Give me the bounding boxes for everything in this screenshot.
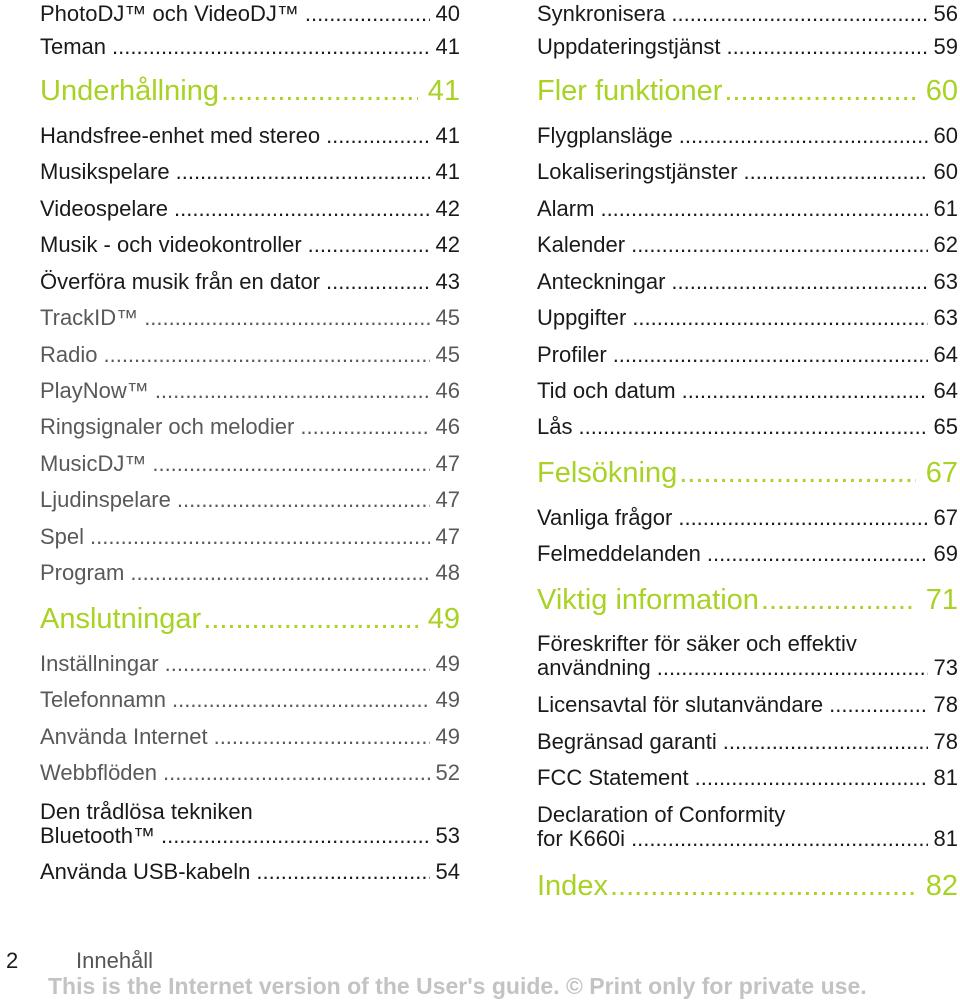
dot-leader	[600, 197, 927, 221]
dot-leader	[678, 506, 927, 530]
toc-entry[interactable]	[40, 124, 460, 148]
dot-leader	[631, 233, 927, 257]
toc-page-number: 56	[933, 1, 958, 26]
toc-page-number: 81	[933, 826, 958, 851]
dot-leader	[829, 693, 927, 717]
toc-entry[interactable]	[537, 306, 958, 330]
toc-page-number: 43	[435, 269, 460, 294]
toc-page-number: 81	[933, 765, 958, 790]
toc-page-number: 41	[427, 75, 460, 107]
toc-entry[interactable]	[537, 415, 958, 439]
toc-page-number: 71	[925, 584, 958, 616]
toc-entry[interactable]	[40, 415, 460, 439]
toc-page-number: 73	[933, 655, 958, 680]
dot-leader	[632, 306, 927, 330]
toc-entry-title-line1: Föreskrifter för säker och effektiv	[537, 631, 857, 656]
toc-entry[interactable]	[40, 488, 460, 512]
toc-page-number: 45	[435, 305, 460, 330]
toc-entry[interactable]	[537, 233, 958, 257]
toc-page-number: 63	[933, 305, 958, 330]
dot-leader	[326, 270, 430, 294]
toc-page-number: 47	[435, 487, 460, 512]
section-name: Innehåll	[76, 948, 154, 973]
dot-leader	[300, 415, 429, 439]
toc-page-number: 60	[925, 75, 958, 107]
dot-leader	[165, 652, 430, 676]
dot-leader	[761, 584, 916, 616]
toc-entry-title: Spel	[40, 524, 85, 549]
toc-entry[interactable]	[537, 124, 958, 148]
toc-entry[interactable]	[40, 2, 460, 26]
toc-entry[interactable]	[40, 452, 460, 476]
toc-entry[interactable]	[537, 542, 958, 566]
toc-page-number: 45	[435, 342, 460, 367]
dot-leader	[144, 306, 429, 330]
toc-entry[interactable]	[537, 270, 958, 294]
toc-entry[interactable]	[40, 306, 460, 330]
toc-page-number: 60	[933, 123, 958, 148]
toc-page-number: 67	[925, 457, 958, 489]
toc-entry[interactable]	[40, 652, 460, 676]
toc-entry-title: Webbflöden	[40, 760, 158, 785]
dot-leader	[152, 452, 429, 476]
toc-page-number: 61	[933, 196, 958, 221]
toc-entry-title: PhotoDJ™ och VideoDJ™	[40, 1, 299, 26]
dot-leader	[174, 197, 429, 221]
page-number: 2	[6, 948, 19, 973]
toc-page-number: 59	[933, 34, 958, 59]
toc-entry[interactable]	[40, 343, 460, 367]
toc-page-number: 49	[427, 603, 460, 635]
toc-page-number: 53	[435, 823, 460, 848]
toc-page-number: 54	[435, 859, 460, 884]
toc-chapter[interactable]	[40, 75, 460, 107]
toc-page-number: 64	[933, 342, 958, 367]
dot-leader	[256, 860, 429, 884]
toc-entry-title: Ringsignaler och melodier	[40, 414, 295, 439]
toc-entry-title: Lås	[537, 414, 573, 439]
toc-entry[interactable]	[537, 693, 958, 717]
toc-entry[interactable]	[40, 561, 460, 585]
toc-page-number: 42	[435, 196, 460, 221]
toc-page-number: 49	[435, 724, 460, 749]
toc-chapter[interactable]	[537, 457, 958, 489]
dot-leader	[723, 730, 928, 754]
toc-entry[interactable]	[40, 197, 460, 221]
toc-entry-title: Ljudinspelare	[40, 487, 171, 512]
toc-entry-title: Kalender	[537, 232, 626, 257]
dot-leader	[679, 124, 928, 148]
toc-entry[interactable]	[537, 632, 958, 680]
toc-entry-title: FCC Statement	[537, 765, 689, 790]
toc-page-number: 46	[435, 378, 460, 403]
dot-leader	[657, 656, 928, 680]
toc-entry[interactable]	[537, 506, 958, 530]
toc-entry-title: Musikspelare	[40, 159, 170, 184]
toc-entry[interactable]	[537, 343, 958, 367]
dot-leader	[177, 488, 430, 512]
toc-entry-title: Lokaliseringstjänster	[537, 159, 738, 184]
dot-leader	[724, 75, 915, 107]
dot-leader	[214, 725, 430, 749]
dot-leader	[90, 525, 429, 549]
dot-leader	[172, 688, 430, 712]
toc-page-number: 63	[933, 269, 958, 294]
toc-entry-title: Viktig information	[537, 584, 759, 616]
toc-entry-title: Anteckningar	[537, 269, 666, 294]
toc-entry-title: Felmeddelanden	[537, 541, 701, 566]
toc-page-number: 41	[435, 159, 460, 184]
toc-entry-title: Tid och datum	[537, 378, 676, 403]
toc-chapter[interactable]	[537, 870, 958, 902]
toc-chapter[interactable]	[537, 584, 958, 616]
toc-chapter[interactable]	[537, 75, 958, 107]
toc-entry[interactable]	[40, 160, 460, 184]
toc-entry-title-line1: Den trådlösa tekniken	[40, 799, 253, 824]
toc-entry-title: Använda Internet	[40, 724, 208, 749]
toc-entry[interactable]	[40, 525, 460, 549]
toc-entry-title: Alarm	[537, 196, 595, 221]
toc-entry-title: Flygplansläge	[537, 123, 673, 148]
toc-entry-title: Fler funktioner	[537, 75, 723, 107]
toc-entry-title: Synkronisera	[537, 1, 666, 26]
dot-leader	[203, 603, 418, 635]
toc-entry-title: MusicDJ™	[40, 451, 147, 476]
toc-entry[interactable]	[40, 233, 460, 257]
toc-page-number: 48	[435, 560, 460, 585]
toc-entry-title: Musik - och videokontroller	[40, 232, 302, 257]
toc-entry[interactable]	[40, 761, 460, 785]
dot-leader	[707, 542, 928, 566]
toc-entry-title: Telefonnamn	[40, 687, 166, 712]
toc-entry-title: Begränsad garanti	[537, 729, 717, 754]
toc-entry[interactable]	[537, 730, 958, 754]
toc-entry-title: Underhållning	[40, 75, 219, 107]
toc-entry[interactable]	[537, 2, 958, 26]
toc-entry-title-line1: Declaration of Conformity	[537, 802, 786, 827]
toc-page-number: 49	[435, 651, 460, 676]
toc-entry[interactable]	[40, 725, 460, 749]
toc-entry-title: Teman	[40, 34, 107, 59]
dot-leader	[682, 379, 928, 403]
toc-page-number: 69	[933, 541, 958, 566]
toc-entry-title: Radio	[40, 342, 98, 367]
dot-leader	[679, 457, 915, 489]
toc-entry-title: Program	[40, 560, 125, 585]
toc-entry[interactable]	[537, 197, 958, 221]
dot-leader	[613, 343, 928, 367]
toc-entry-title: Felsökning	[537, 457, 678, 489]
dot-leader	[578, 415, 927, 439]
dot-leader	[308, 233, 430, 257]
toc-page-number: 52	[435, 760, 460, 785]
toc-entry[interactable]	[537, 379, 958, 403]
toc-page-number: 42	[435, 232, 460, 257]
toc-entry-title: Uppdateringstjänst	[537, 34, 721, 59]
toc-entry[interactable]	[537, 35, 958, 59]
toc-page-number: 67	[933, 505, 958, 530]
dot-leader	[671, 270, 927, 294]
dot-leader	[631, 827, 927, 851]
toc-entry-title: Index	[537, 870, 608, 902]
dot-leader	[671, 2, 927, 26]
dot-leader	[130, 561, 429, 585]
toc-entry[interactable]	[537, 766, 958, 790]
dot-leader	[610, 870, 916, 902]
watermark-text: This is the Internet version of the User's guide. © Print only for private use.	[48, 973, 867, 999]
toc-entry-title: Licensavtal för slutanvändare	[537, 692, 824, 717]
toc-entry[interactable]	[40, 379, 460, 403]
dot-leader	[305, 2, 430, 26]
toc-page-number: 41	[435, 123, 460, 148]
dot-leader	[112, 35, 429, 59]
toc-page-number: 46	[435, 414, 460, 439]
toc-entry-title: Bluetooth™	[40, 823, 155, 848]
dot-leader	[695, 766, 928, 790]
toc-entry-title: for K660i	[537, 826, 626, 851]
toc-page-number: 49	[435, 687, 460, 712]
toc-entry-title: Uppgifter	[537, 305, 627, 330]
dot-leader	[726, 35, 927, 59]
toc-page-number: 62	[933, 232, 958, 257]
toc-entry-title: Profiler	[537, 342, 607, 367]
toc-entry-title: användning	[537, 655, 651, 680]
toc-entry-title: Handsfree-enhet med stereo	[40, 123, 321, 148]
toc-page-number: 40	[435, 1, 460, 26]
toc-entry-title: PlayNow™	[40, 378, 149, 403]
toc-entry-title: Videospelare	[40, 196, 169, 221]
toc-entry-title: Överföra musik från en dator	[40, 269, 321, 294]
dot-leader	[744, 160, 928, 184]
toc-entry-title: TrackID™	[40, 305, 139, 330]
toc-entry-title: Vanliga frågor	[537, 505, 673, 530]
dot-leader	[176, 160, 430, 184]
toc-entry[interactable]	[537, 803, 958, 851]
toc-page-number: 60	[933, 159, 958, 184]
dot-leader	[163, 761, 430, 785]
toc-page-number: 47	[435, 524, 460, 549]
toc-page-number: 78	[933, 692, 958, 717]
toc-page-number: 64	[933, 378, 958, 403]
toc-entry[interactable]	[537, 160, 958, 184]
toc-page-number: 78	[933, 729, 958, 754]
dot-leader	[221, 75, 418, 107]
toc-entry[interactable]	[40, 860, 460, 884]
toc-entry[interactable]	[40, 270, 460, 294]
toc-page-number: 41	[435, 34, 460, 59]
toc-page-number: 65	[933, 414, 958, 439]
toc-entry-title: Inställningar	[40, 651, 159, 676]
dot-leader	[161, 824, 430, 848]
toc-entry[interactable]	[40, 800, 460, 848]
toc-page-number: 82	[925, 870, 958, 902]
dot-leader	[103, 343, 429, 367]
dot-leader	[155, 379, 430, 403]
toc-entry-title: Använda USB-kabeln	[40, 859, 251, 884]
toc-page-number: 47	[435, 451, 460, 476]
dot-leader	[326, 124, 429, 148]
toc-chapter[interactable]	[40, 603, 460, 635]
toc-entry[interactable]	[40, 35, 460, 59]
toc-entry-title: Anslutningar	[40, 603, 202, 635]
toc-entry[interactable]	[40, 688, 460, 712]
